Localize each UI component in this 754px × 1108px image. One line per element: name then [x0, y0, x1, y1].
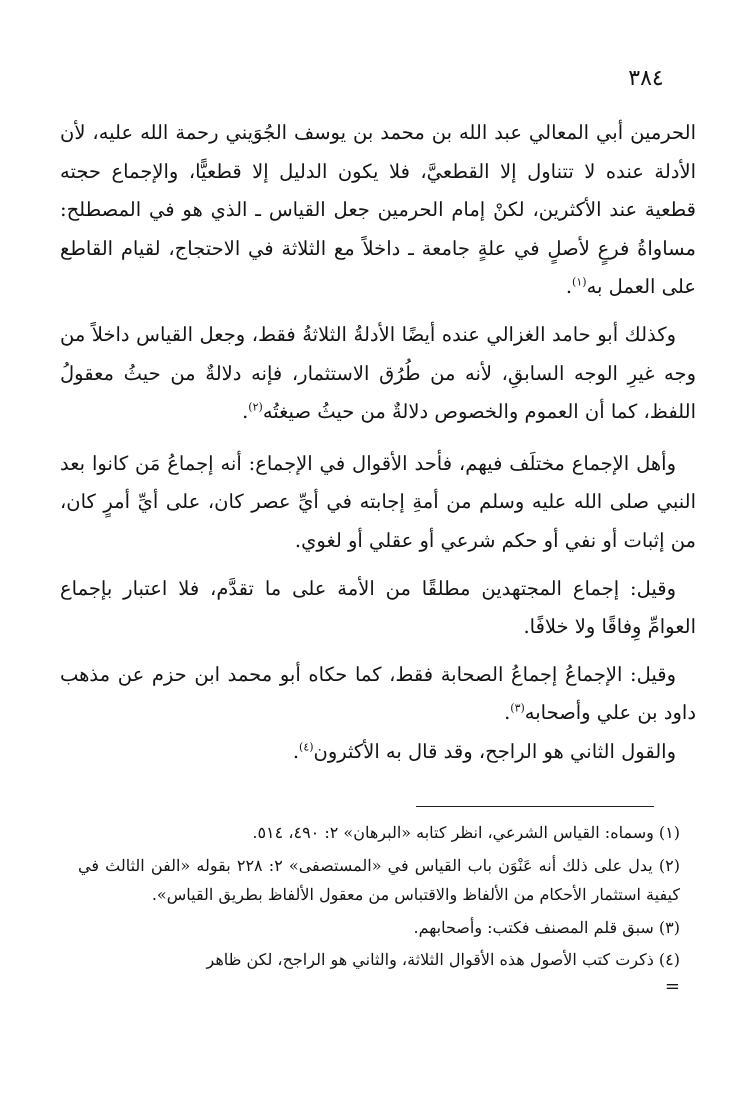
footnote-ref: (٢) — [248, 400, 263, 414]
period: . — [242, 400, 249, 424]
footnote-ref: (١) — [572, 275, 587, 289]
footnote: (٣) سبق قلم المصنف فكتب: وأصحابهم. — [413, 917, 680, 937]
page-number: ٣٨٤ — [628, 66, 664, 91]
footnote: (٢) يدل على ذلك أنه عَنْوَن باب القياس في «المستصفى» ٢: ٢٢٨ بقوله «الفن الثالث في كيفية استثمار الأحكام من الألفاظ والاقتباس من معقول الألفاظ بطريق القياس». — [78, 855, 680, 904]
paragraph — [60, 114, 696, 307]
paragraph-text: وكذلك أبو حامد الغزالي عنده أيضًا الأدلةُ الثلاثةُ فقط، وجعل القياس داخلاً من وجه غيرِ الوجه السابقِ، لأنه من طُرُق الاستثمار، فإنه دلالةٌ من حيثُ معقولُ اللفظ، كما أن العموم والخصوص دلالةٌ من حيثُ صيغتُه — [60, 322, 696, 424]
footnote: (١) وسماه: القياس الشرعي، انظر كتابه «البرهان» ٢: ٤٩٠، ٥١٤. — [252, 823, 680, 842]
paragraph — [60, 656, 696, 733]
period: . — [565, 275, 573, 299]
footnote-ref: (٣) — [510, 701, 525, 715]
main-text — [60, 114, 696, 772]
footnotes — [78, 818, 680, 998]
paragraph-text: والقول الثاني هو الراجح، وقد قال به الأكثرون — [313, 739, 676, 763]
continuation-mark: = — [664, 975, 680, 997]
paragraph — [60, 570, 696, 647]
footnote-divider — [416, 806, 654, 807]
paragraph-text: وقيل: الإجماعُ إجماعُ الصحابة فقط، كما حكاه أبو محمد ابن حزم عن مذهب داود بن علي وأصحابه — [60, 662, 696, 725]
period: . — [292, 739, 300, 763]
paragraph-text: الحرمين أبي المعالي عبد الله بن محمد بن يوسف الجُوَيني رحمة الله عليه، لأن الأدلة عنده لا تتناول إلا القطعيَّ، فلا يكون الدليل إلا قطعيًّا، والإجماع حجته قطعية عند الأكثرين، لكنْ إمام الحرمين جعل القياس ـ الذي هو في المصطلح: مساواةُ فرعٍ لأصلٍ في علةٍ جامعة ـ داخلاً مع الثلاثة في الاحتجاج، لقيام القاطع على العمل به — [60, 121, 696, 299]
footnote: (٤) ذكرت كتب الأصول هذه الأقوال الثلاثة، والثاني هو الراجح، لكن ظاهر — [206, 950, 680, 969]
paragraph-text: وأهل الإجماع مختلَف فيهم، فأحد الأقوال في الإجماع: أنه إجماعُ مَن كانوا بعد النبي صلى الله عليه وسلم من أمةِ إجابته في أيِّ عصر كان، على أيِّ أمرٍ كان، من إثبات أو نفي أو حكم شرعي أو عقلي أو لغوي. — [60, 451, 696, 552]
paragraph — [60, 316, 696, 432]
paragraph — [60, 733, 696, 772]
footnote-ref: (٤) — [299, 740, 314, 754]
period: . — [504, 701, 511, 725]
paragraph-text: وقيل: إجماع المجتهدين مطلقًا من الأمة على ما تقدَّم، فلا اعتبار بإجماع العوامِّ وِفاقًا ولا خلافًا. — [60, 576, 696, 639]
paragraph — [60, 445, 696, 561]
